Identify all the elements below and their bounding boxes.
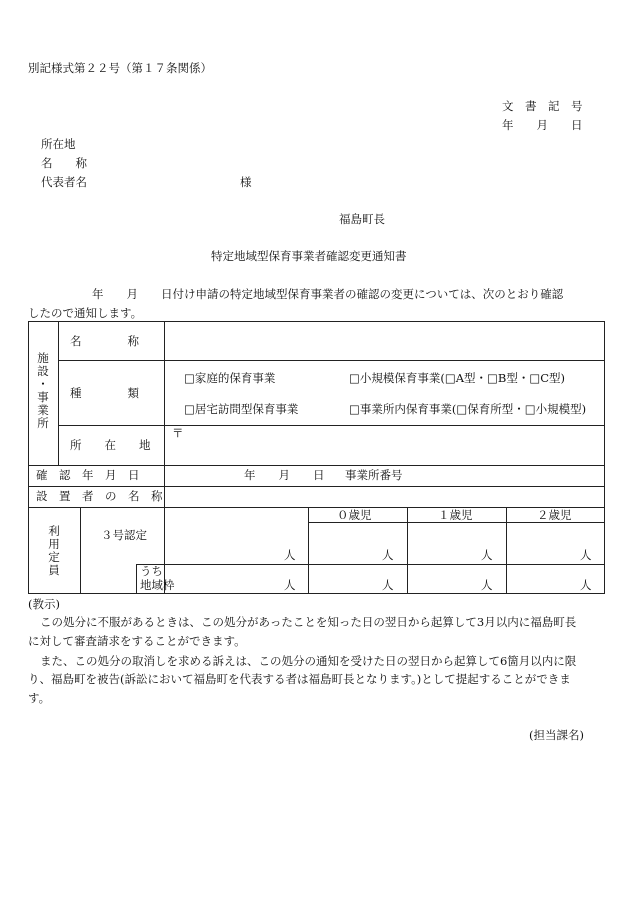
representative-label: 代表者名 <box>41 175 87 189</box>
founder-label: 設 置 者 の 名 称 <box>36 489 163 503</box>
document-title: 特定地域型保育事業者確認変更通知書 <box>211 249 407 263</box>
facility-group-label: 施 設 ・ 事 業 所 <box>37 351 49 430</box>
notice-para2-line1: また、この処分の取消しを求める訴えは、この処分の通知を受けた日の翌日から起算して6箇月以内に限 <box>40 654 577 668</box>
type-option-home[interactable]: □家庭的保育事業 <box>184 371 276 385</box>
doc-number-label: 文 書 記 号 <box>502 99 583 113</box>
unit-age1: 人 <box>481 548 493 562</box>
facility-address-label: 所 在 地 <box>70 438 151 452</box>
notice-heading: (教示) <box>28 597 60 611</box>
intro-line-1: 年 月 日付け申請の特定地域型保育事業者の確認の変更については、次のとおり確認 <box>92 287 564 301</box>
issuer: 福島町長 <box>339 212 385 226</box>
date-label: 年 月 日 <box>502 118 583 132</box>
confirm-date-value: 年 月 日 <box>244 468 325 482</box>
type-option-small[interactable]: □小規模保育事業(□A型・□B型・□C型) <box>349 371 565 385</box>
age-header-1: １歳児 <box>438 508 473 522</box>
type-option-visiting[interactable]: □居宅訪問型保育事業 <box>184 402 299 416</box>
business-number-label: 事業所番号 <box>345 468 403 482</box>
unit-local-age1: 人 <box>481 578 493 592</box>
location-label: 所在地 <box>41 137 76 151</box>
unit-local-age0: 人 <box>382 578 394 592</box>
age-header-2: ２歳児 <box>537 508 572 522</box>
local-label-1: うち <box>140 564 163 578</box>
honorific: 様 <box>240 175 252 189</box>
local-label-2: 地域枠 <box>140 578 175 592</box>
unit-total: 人 <box>284 548 296 562</box>
unit-age2: 人 <box>580 548 592 562</box>
unit-local-age2: 人 <box>580 578 592 592</box>
info-table <box>28 321 605 594</box>
cert3-label: ３号認定 <box>101 528 147 542</box>
confirm-date-label: 確 認 年 月 日 <box>36 468 140 482</box>
intro-line-2: したので通知します。 <box>28 306 143 320</box>
type-option-onsite[interactable]: □事業所内保育事業(□保育所型・□小規模型) <box>349 402 587 416</box>
facility-type-label: 種 類 <box>70 386 139 400</box>
unit-local-total: 人 <box>284 578 296 592</box>
notice-para1-line1: この処分に不服があるときは、この処分があったことを知った日の翌日から起算して3月以内に福島町長 <box>40 615 577 629</box>
capacity-group-label: 利 用 定 員 <box>48 524 60 577</box>
unit-age0: 人 <box>382 548 394 562</box>
notice-para1-line2: に対して審査請求をすることができます。 <box>28 634 246 648</box>
facility-name-label: 名 称 <box>70 334 139 348</box>
notice-para2-line2: り、福島町を被告(訴訟において福島町を代表する者は福島町長となります。)として提起することができま <box>28 672 571 686</box>
name-label: 名 称 <box>41 156 87 170</box>
notice-para2-line3: す。 <box>28 691 51 705</box>
form-label: 別記様式第２２号（第１７条関係） <box>28 61 212 75</box>
age-header-0: ０歳児 <box>337 508 372 522</box>
postal-mark: 〒 <box>172 426 184 440</box>
department-label: (担当課名) <box>529 728 584 742</box>
